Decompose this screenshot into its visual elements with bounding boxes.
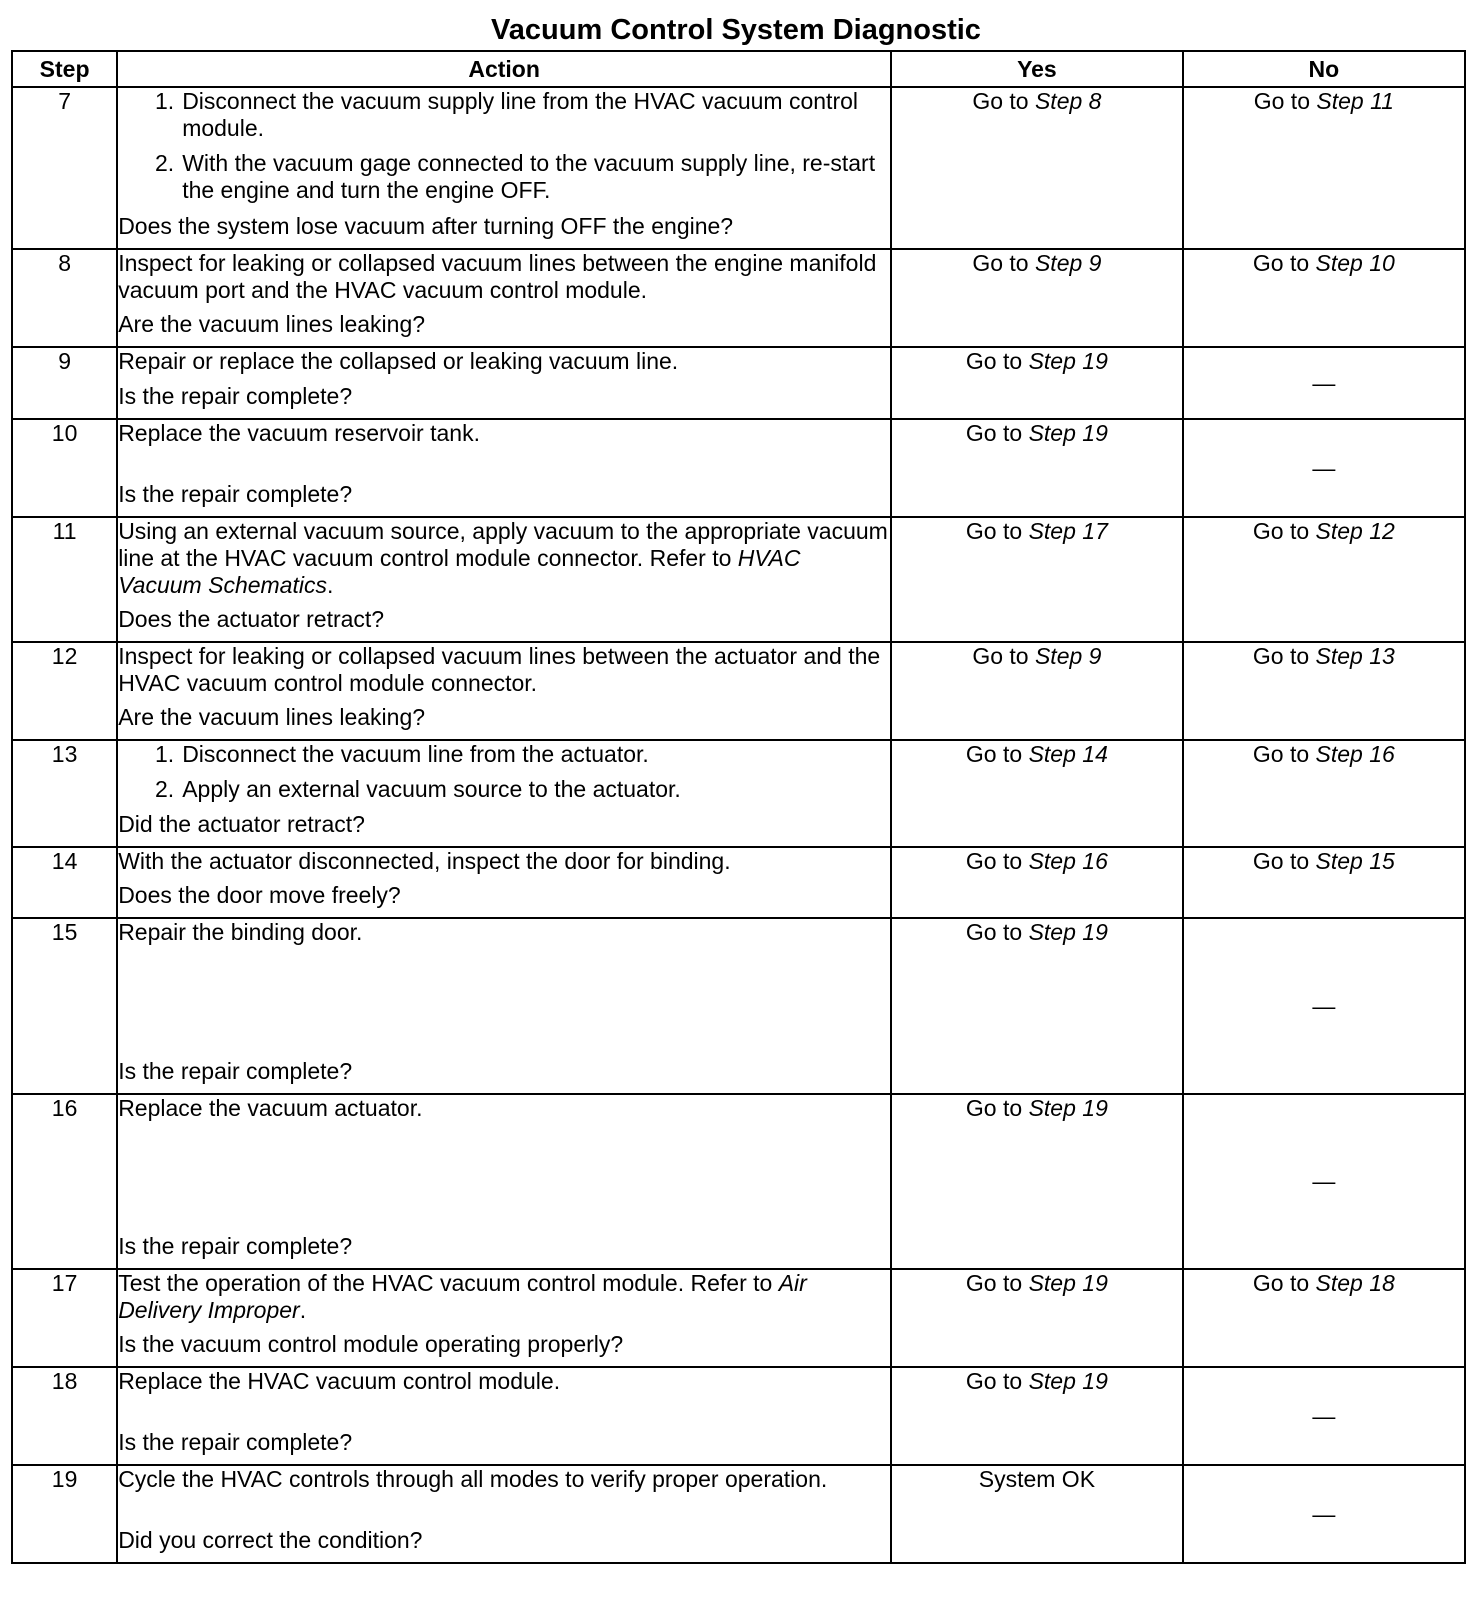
yes-goto-prefix: Go to [972, 250, 1029, 276]
action-text [118, 1095, 890, 1122]
table-row [12, 918, 1465, 1094]
step-number: 19 [12, 1465, 117, 1563]
table-row [12, 642, 1465, 740]
action-text-main: Inspect for leaking or collapsed vacuum lines between the engine manifold vacuum port and the HVAC vacuum control module. [118, 250, 877, 303]
step-number: 15 [12, 918, 117, 1094]
table-row [12, 249, 1465, 347]
yes-cell [891, 347, 1183, 419]
action-question: Is the repair complete? [118, 383, 353, 409]
table-row [12, 87, 1465, 249]
action-text-main: Repair or replace the collapsed or leaking vacuum line. [118, 348, 679, 374]
action-text [118, 919, 890, 946]
action-question: Are the vacuum lines leaking? [118, 704, 426, 730]
action-text-main: Inspect for leaking or collapsed vacuum lines between the actuator and the HVAC vacuum control module connector. [118, 643, 881, 696]
header-action: Action [117, 51, 891, 87]
action-text-main: Replace the vacuum reservoir tank. [118, 420, 480, 446]
no-result-dash: — [1312, 454, 1336, 481]
step-number: 14 [12, 847, 117, 918]
no-result-dash: — [1312, 992, 1336, 1019]
action-cell [117, 1269, 891, 1367]
table-row [12, 1269, 1465, 1367]
table-row [12, 419, 1465, 517]
yes-step-link: Step 19 [1028, 1270, 1108, 1296]
no-cell [1183, 918, 1465, 1094]
action-cell [117, 1465, 891, 1563]
no-goto-prefix: Go to [1252, 741, 1310, 767]
no-step-link: Step 11 [1316, 88, 1394, 114]
table-row [12, 847, 1465, 918]
yes-step-link: Step 19 [1028, 348, 1108, 374]
action-text [118, 1466, 890, 1493]
yes-goto-prefix: Go to [972, 643, 1029, 669]
action-text-main: Repair the binding door. [118, 919, 363, 945]
table-row [12, 1465, 1465, 1563]
no-cell [1183, 1094, 1465, 1269]
yes-step-link: Step 9 [1034, 643, 1102, 669]
action-text-end: . [326, 572, 334, 598]
no-cell [1183, 1367, 1465, 1465]
yes-cell [891, 847, 1183, 918]
no-cell [1183, 87, 1465, 249]
table-row [12, 1367, 1465, 1465]
action-text [118, 1368, 890, 1395]
header-step: Step [12, 51, 117, 87]
action-question: Is the repair complete? [118, 1233, 353, 1259]
action-question: Is the repair complete? [118, 481, 353, 507]
no-goto-prefix: Go to [1252, 250, 1310, 276]
substep-number: 2. [155, 776, 175, 802]
no-cell [1183, 1269, 1465, 1367]
step-number: 11 [12, 517, 117, 642]
action-substep [118, 741, 890, 768]
no-result-dash: — [1312, 1168, 1336, 1194]
action-text-main: Using an external vacuum source, apply vacuum to the appropriate vacuum line at the HVAC vacuum control module connector. Refer to [118, 518, 888, 571]
yes-cell [891, 1269, 1183, 1367]
action-text-main: Cycle the HVAC controls through all modes to verify proper operation. [118, 1466, 828, 1492]
action-cell [117, 347, 891, 419]
action-substep [118, 150, 890, 204]
yes-cell [891, 1465, 1183, 1563]
no-cell [1183, 347, 1465, 419]
header-row [12, 51, 1465, 87]
step-number: 12 [12, 642, 117, 740]
no-goto-prefix: Go to [1252, 518, 1310, 544]
no-goto-prefix: Go to [1252, 643, 1310, 669]
action-question: Did you correct the condition? [118, 1527, 423, 1553]
action-question: Does the door move freely? [118, 882, 401, 908]
action-text [118, 1270, 890, 1324]
yes-goto-prefix: Go to [965, 348, 1023, 374]
substep-text: Disconnect the vacuum supply line from the HVAC vacuum control module. [182, 88, 859, 141]
diagnostic-table [11, 50, 1466, 1564]
action-question: Does the system lose vacuum after turning OFF the engine? [118, 213, 734, 239]
action-text [118, 643, 890, 697]
action-text-main: With the actuator disconnected, inspect the door for binding. [118, 848, 731, 874]
yes-step-link: Step 19 [1028, 919, 1108, 945]
action-text [118, 348, 890, 375]
yes-goto-prefix: Go to [972, 88, 1029, 114]
step-number: 17 [12, 1269, 117, 1367]
table-row [12, 517, 1465, 642]
action-question: Is the repair complete? [118, 1058, 353, 1084]
yes-step-link: Step 8 [1034, 88, 1102, 114]
reference-link: Air Delivery Improper [118, 1270, 807, 1323]
action-question: Are the vacuum lines leaking? [118, 311, 426, 337]
header-no: No [1183, 51, 1465, 87]
no-step-link: Step 15 [1315, 848, 1395, 874]
action-cell [117, 740, 891, 847]
no-result-dash: — [1312, 1402, 1336, 1429]
no-goto-prefix: Go to [1252, 848, 1310, 874]
yes-goto-prefix: Go to [965, 1270, 1023, 1296]
step-number: 13 [12, 740, 117, 847]
yes-cell [891, 642, 1183, 740]
no-goto-prefix: Go to [1252, 1270, 1310, 1296]
no-step-link: Step 12 [1315, 518, 1395, 544]
action-cell [117, 918, 891, 1094]
no-step-link: Step 13 [1315, 643, 1395, 669]
page-title: Vacuum Control System Diagnostic [491, 14, 981, 46]
action-text [118, 848, 890, 875]
no-cell [1183, 642, 1465, 740]
action-substep [118, 88, 890, 142]
reference-link: HVAC Vacuum Schematics [118, 545, 801, 598]
action-text-main: Replace the HVAC vacuum control module. [118, 1368, 561, 1394]
action-question: Is the vacuum control module operating properly? [118, 1331, 624, 1357]
yes-cell [891, 740, 1183, 847]
yes-goto-prefix: Go to [965, 518, 1023, 544]
substep-text: Apply an external vacuum source to the actuator. [182, 776, 681, 802]
action-cell [117, 87, 891, 249]
header-yes: Yes [891, 51, 1183, 87]
action-cell [117, 249, 891, 347]
action-cell [117, 1094, 891, 1269]
no-cell [1183, 1465, 1465, 1563]
no-cell [1183, 419, 1465, 517]
no-goto-prefix: Go to [1253, 88, 1310, 114]
yes-cell [891, 1367, 1183, 1465]
substep-text: Disconnect the vacuum line from the actuator. [182, 741, 649, 767]
step-number: 18 [12, 1367, 117, 1465]
action-cell [117, 642, 891, 740]
action-text [118, 518, 890, 599]
substep-number: 1. [155, 741, 175, 767]
action-text [118, 420, 890, 447]
action-substep [118, 776, 890, 803]
action-text-main: Replace the vacuum actuator. [118, 1095, 423, 1121]
yes-cell [891, 918, 1183, 1094]
table-row [12, 1094, 1465, 1269]
yes-step-link: Step 19 [1028, 1368, 1108, 1394]
yes-cell [891, 249, 1183, 347]
no-result-dash: — [1312, 1500, 1336, 1527]
step-number: 10 [12, 419, 117, 517]
step-number: 8 [12, 249, 117, 347]
no-cell [1183, 249, 1465, 347]
action-question: Is the repair complete? [118, 1429, 353, 1455]
yes-step-link: Step 17 [1028, 518, 1108, 544]
yes-step-link: Step 19 [1028, 420, 1108, 446]
yes-cell [891, 87, 1183, 249]
substep-number: 1. [155, 88, 175, 114]
action-question: Does the actuator retract? [118, 606, 385, 632]
no-result-dash: — [1312, 369, 1336, 396]
yes-step-link: Step 14 [1028, 741, 1108, 767]
yes-goto-prefix: Go to [965, 741, 1023, 767]
action-cell [117, 1367, 891, 1465]
step-number: 16 [12, 1094, 117, 1269]
yes-goto-prefix: Go to [965, 420, 1023, 446]
no-step-link: Step 10 [1315, 250, 1395, 276]
yes-step-link: Step 9 [1034, 250, 1102, 276]
action-text-end: . [299, 1297, 307, 1323]
table-row [12, 740, 1465, 847]
yes-goto-prefix: Go to [965, 1368, 1023, 1394]
action-cell [117, 419, 891, 517]
yes-cell [891, 419, 1183, 517]
yes-goto-prefix: Go to [965, 919, 1023, 945]
action-question: Did the actuator retract? [118, 811, 365, 837]
action-cell [117, 847, 891, 918]
table-row [12, 347, 1465, 419]
no-cell [1183, 740, 1465, 847]
step-number: 7 [12, 87, 117, 249]
action-text-main: Test the operation of the HVAC vacuum control module. Refer to [118, 1270, 773, 1296]
substep-number: 2. [155, 150, 175, 176]
action-cell [117, 517, 891, 642]
yes-step-link: Step 16 [1028, 848, 1108, 874]
yes-cell [891, 517, 1183, 642]
substep-text: With the vacuum gage connected to the vacuum supply line, re-start the engine and turn the engine OFF. [182, 150, 876, 203]
no-cell [1183, 847, 1465, 918]
yes-step-link: Step 19 [1028, 1095, 1108, 1121]
yes-goto-prefix: Go to [965, 848, 1023, 874]
yes-cell [891, 1094, 1183, 1269]
no-step-link: Step 18 [1315, 1270, 1395, 1296]
action-text [118, 250, 890, 304]
step-number: 9 [12, 347, 117, 419]
no-step-link: Step 16 [1315, 741, 1395, 767]
yes-result: System OK [978, 1466, 1096, 1492]
no-cell [1183, 517, 1465, 642]
yes-goto-prefix: Go to [965, 1095, 1023, 1121]
